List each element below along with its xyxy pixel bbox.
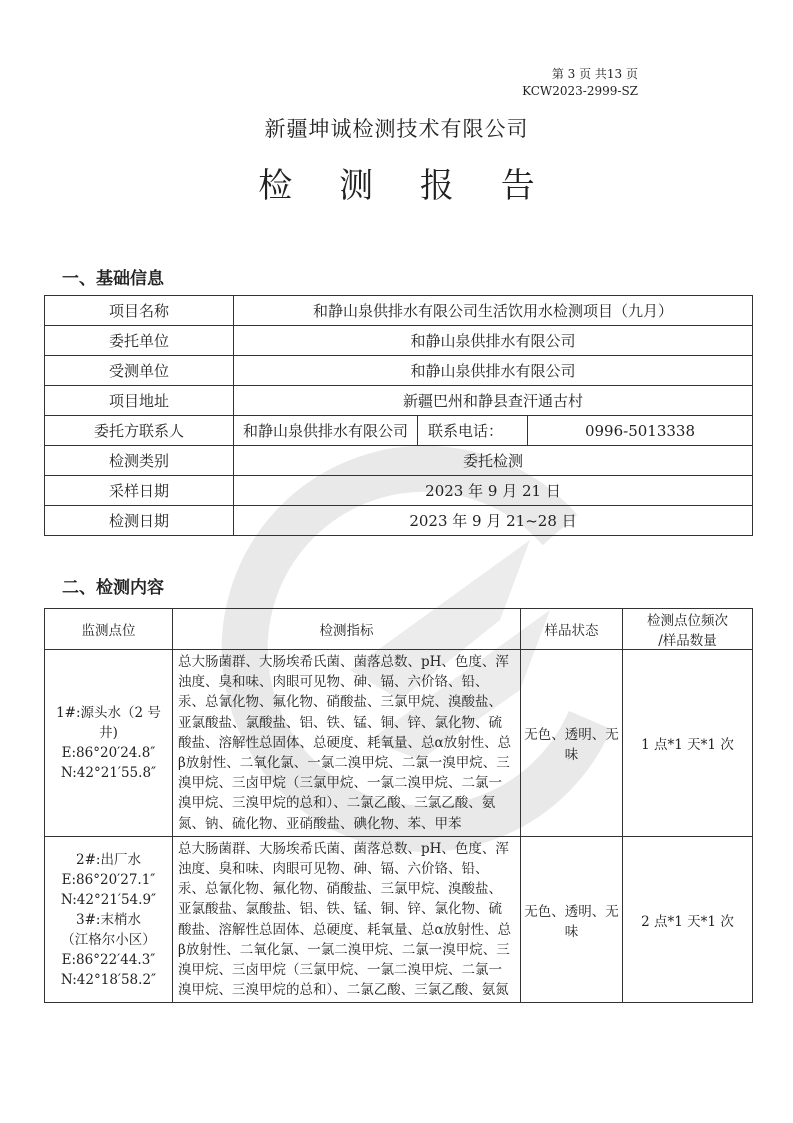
table-row	[45, 326, 753, 356]
client-value: 和静山泉供排水有限公司	[234, 326, 753, 356]
table-row	[45, 296, 753, 326]
point-cell	[45, 650, 173, 837]
point-line: 3#:末梢水	[76, 911, 141, 928]
sampling-date-label: 采样日期	[45, 476, 234, 506]
point-line: N:42°18′58.2″	[60, 971, 157, 988]
report-title: 检 测 报 告	[258, 166, 553, 206]
project-name-label: 项目名称	[45, 296, 234, 326]
test-date-label: 检测日期	[45, 506, 234, 536]
test-date-value: 2023 年 9 月 21~28 日	[234, 506, 753, 536]
table-row	[45, 446, 753, 476]
state-cell: 无色、透明、无味	[521, 836, 623, 1003]
table-header-row	[45, 609, 753, 650]
point-line: 2#:出厂水	[76, 851, 141, 868]
header-frequency	[623, 609, 753, 650]
table-row	[45, 836, 753, 1003]
point-line: E:86°22′44.3″	[61, 951, 156, 968]
header-indicators: 检测指标	[173, 609, 521, 650]
point-line: N:42°21′54.9″	[60, 891, 157, 908]
section-basic-info-title: 一、基础信息	[62, 269, 164, 289]
table-row	[45, 476, 753, 506]
sampling-date-value: 2023 年 9 月 21 日	[234, 476, 753, 506]
frequency-cell: 1 点*1 天*1 次	[623, 650, 753, 837]
point-line: （江格尔小区）	[61, 931, 156, 948]
header-point: 监测点位	[45, 609, 173, 650]
page-header-meta	[522, 66, 638, 100]
address-label: 项目地址	[45, 386, 234, 416]
page-number: 第 3 页 共13 页	[551, 67, 638, 81]
contact-label: 委托方联系人	[45, 416, 234, 446]
address-value: 新疆巴州和静县查汗通古村	[234, 386, 753, 416]
company-name: 新疆坤诚检测技术有限公司	[264, 117, 529, 141]
test-type-label: 检测类别	[45, 446, 234, 476]
point-line: E:86°20′27.1″	[61, 871, 156, 888]
table-row	[45, 650, 753, 837]
table-row	[45, 416, 753, 446]
point-cell	[45, 836, 173, 1003]
header-frequency-line1: 检测点位频次	[647, 613, 728, 629]
indicators-cell: 总大肠菌群、大肠埃希氏菌、菌落总数、pH、色度、浑浊度、臭和味、肉眼可见物、砷、镉、六价铬、铅、汞、总氰化物、氟化物、硝酸盐、三氯甲烷、溴酸盐、亚氯酸盐、氯酸盐、铝、铁、锰、铜、锌、氯化物、硫酸盐、溶解性总固体、总硬度、耗氧量、总α放射性、总β放射性、二氧化氯、一氯二溴甲烷、二氯一溴甲烷、三溴甲烷、三卤甲烷（三氯甲烷、一氯二溴甲烷、二氯一溴甲烷、三溴甲烷的总和）、二氯乙酸、三氯乙酸、氨氮、钠、硫化物、亚硝酸盐、碘化物、苯、甲苯	[173, 650, 521, 837]
indicators-cell: 总大肠菌群、大肠埃希氏菌、菌落总数、pH、色度、浑浊度、臭和味、肉眼可见物、砷、镉、六价铬、铅、汞、总氰化物、氟化物、硝酸盐、三氯甲烷、溴酸盐、亚氯酸盐、氯酸盐、铝、铁、锰、铜、锌、氯化物、硫酸盐、溶解性总固体、总硬度、耗氧量、总α放射性、总β放射性、二氧化氯、一氯二溴甲烷、二氯一溴甲烷、三溴甲烷、三卤甲烷（三氯甲烷、一氯二溴甲烷、二氯一溴甲烷、三溴甲烷的总和）、二氯乙酸、三氯乙酸、氨氮	[173, 836, 521, 1003]
point-line: E:86°20′24.8″	[61, 744, 156, 761]
contact-value: 和静山泉供排水有限公司	[234, 416, 418, 446]
basic-info-table	[44, 295, 753, 536]
project-name-value: 和静山泉供排水有限公司生活饮用水检测项目（九月）	[234, 296, 753, 326]
tested-unit-label: 受测单位	[45, 356, 234, 386]
header-frequency-line2: /样品数量	[658, 633, 717, 649]
phone-value: 0996-5013338	[528, 416, 753, 446]
table-row	[45, 506, 753, 536]
phone-label: 联系电话：	[418, 416, 528, 446]
tested-unit-value: 和静山泉供排水有限公司	[234, 356, 753, 386]
frequency-cell: 2 点*1 天*1 次	[623, 836, 753, 1003]
table-row	[45, 386, 753, 416]
test-type-value: 委托检测	[234, 446, 753, 476]
state-cell: 无色、透明、无味	[521, 650, 623, 837]
client-label: 委托单位	[45, 326, 234, 356]
point-line: 1#:源头水（2 号井)	[56, 704, 161, 741]
test-content-table	[44, 608, 753, 1003]
point-line: N:42°21′55.8″	[60, 764, 157, 781]
table-row	[45, 356, 753, 386]
section-test-content-title: 二、检测内容	[62, 578, 164, 598]
header-state: 样品状态	[521, 609, 623, 650]
report-number: KCW2023-2999-SZ	[522, 84, 638, 98]
